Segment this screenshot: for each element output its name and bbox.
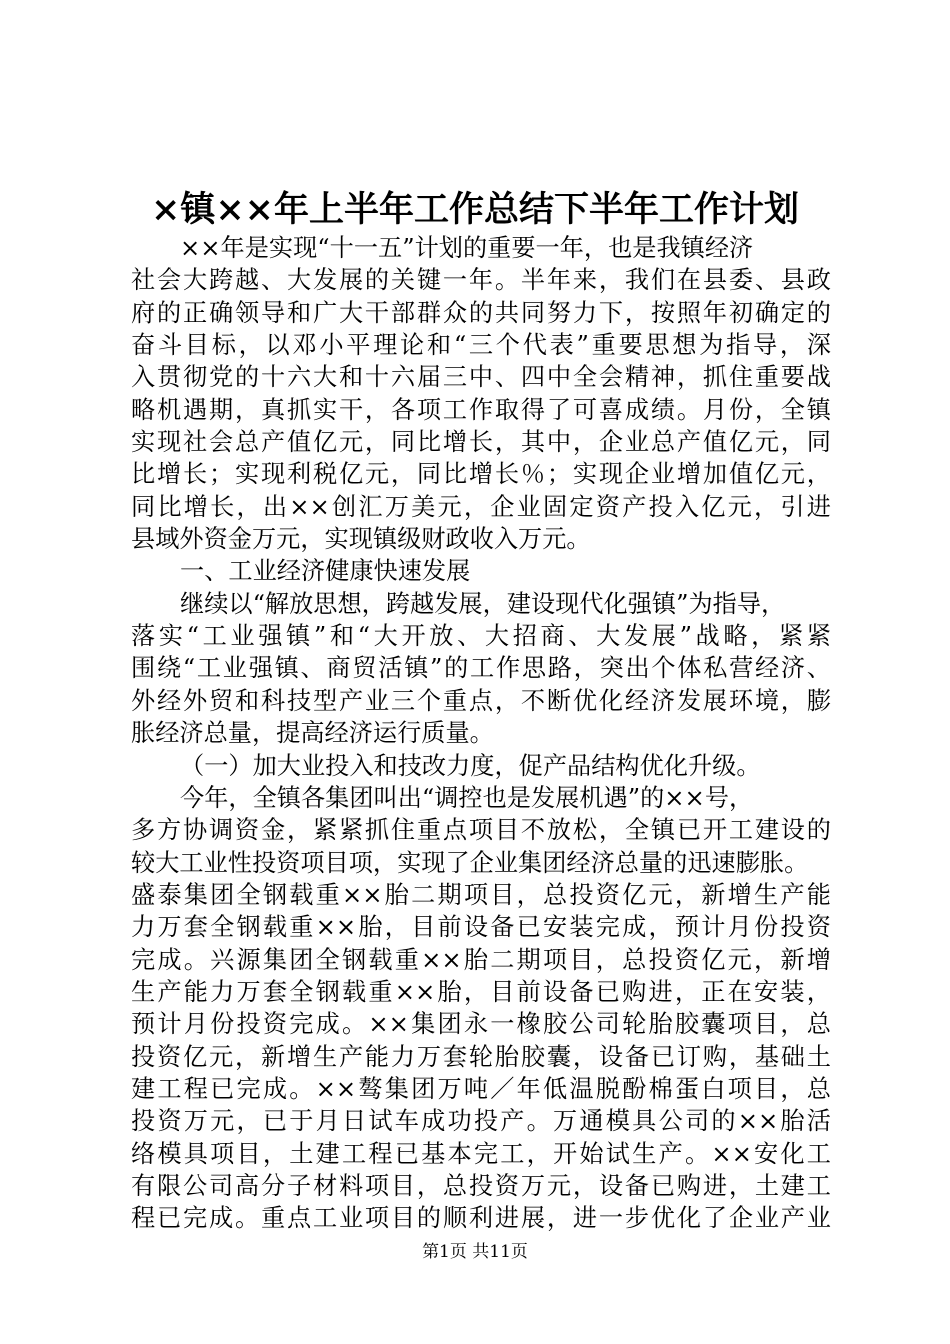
text-line: 奋斗目标，以邓小平理论和“三个代表”重要思想为指导，深 (131, 331, 831, 360)
text-line: 比增长；实现利税亿元，同比增长％；实现企业增加值亿元， (131, 460, 831, 489)
text-line: 略机遇期，真抓实干，各项工作取得了可喜成绩。月份，全镇 (131, 395, 831, 424)
text-line: 建工程已完成。××骜集团万吨／年低温脱酚棉蛋白项目，总 (131, 1074, 831, 1103)
page-title: ×镇××年上半年工作总结下半年工作计划 (151, 189, 799, 230)
text-line: 围绕“工业强镇、商贸活镇”的工作思路，突出个体私营经济、 (131, 654, 831, 683)
text-line: 社会大跨越、大发展的关键一年。半年来，我们在县委、县政 (131, 266, 831, 295)
text-line: 较大工业性投资项目项，实现了企业集团经济总量的迅速膨胀。 (131, 848, 809, 877)
text-line: 继续以“解放思想，跨越发展，建设现代化强镇”为指导， (180, 589, 786, 618)
text-line: 力万套全钢载重××胎，目前设备已安装完成，预计月份投资 (131, 913, 831, 942)
text-line: 今年，全镇各集团叫出“调控也是发展机遇”的××号， (180, 783, 754, 812)
text-line: 实现社会总产值亿元，同比增长，其中，企业总产值亿元，同 (131, 428, 831, 457)
text-line: 生产能力万套全钢载重××胎，目前设备已购进，正在安装， (131, 977, 831, 1006)
text-line: 入贯彻党的十六大和十六届三中、四中全会精神，抓住重要战 (131, 363, 831, 392)
text-line: 投资亿元，新增生产能力万套轮胎胶囊，设备已订购，基础土 (131, 1042, 831, 1071)
text-line: 程已完成。重点工业项目的顺利进展，进一步优化了企业产业 (131, 1204, 831, 1233)
text-line: 县域外资金万元，实现镇级财政收入万元。 (131, 525, 591, 554)
text-line: 外经外贸和科技型产业三个重点，不断优化经济发展环境，膨 (131, 686, 831, 715)
subsection-heading: （一）加大业投入和技改力度，促产品结构优化升级。 (180, 751, 761, 780)
text-line: 多方协调资金，紧紧抓住重点项目不放松，全镇已开工建设的 (131, 816, 831, 845)
page-number-footer: 第1页 共11页 (422, 1242, 528, 1262)
text-line: 落实“工业强镇”和“大开放、大招商、大发展”战略，紧紧 (131, 622, 831, 651)
text-line: 盛泰集团全钢载重××胎二期项目，总投资亿元，新增生产能 (131, 880, 831, 909)
document-body (131, 232, 831, 1235)
section-heading: 一、工业经济健康快速发展 (180, 557, 471, 586)
text-line: 同比增长，出××创汇万美元，企业固定资产投入亿元，引进 (131, 492, 831, 521)
text-line: 络模具项目，土建工程已基本完工，开始试生产。××安化工 (131, 1139, 831, 1168)
text-line: 府的正确领导和广大干部群众的共同努力下，按照年初确定的 (131, 298, 831, 327)
text-line: ××年是实现“十一五”计划的重要一年，也是我镇经济 (180, 234, 754, 262)
text-line: 胀经济总量，提高经济运行质量。 (131, 719, 494, 748)
text-line: 预计月份投资完成。××集团永一橡胶公司轮胎胶囊项目，总 (131, 1010, 831, 1039)
text-line: 投资万元，已于月日试车成功投产。万通模具公司的××胎活 (131, 1107, 831, 1136)
text-line: 完成。兴源集团全钢载重××胎二期项目，总投资亿元，新增 (131, 945, 831, 974)
text-line: 有限公司高分子材料项目，总投资万元，设备已购进，土建工 (131, 1171, 831, 1200)
